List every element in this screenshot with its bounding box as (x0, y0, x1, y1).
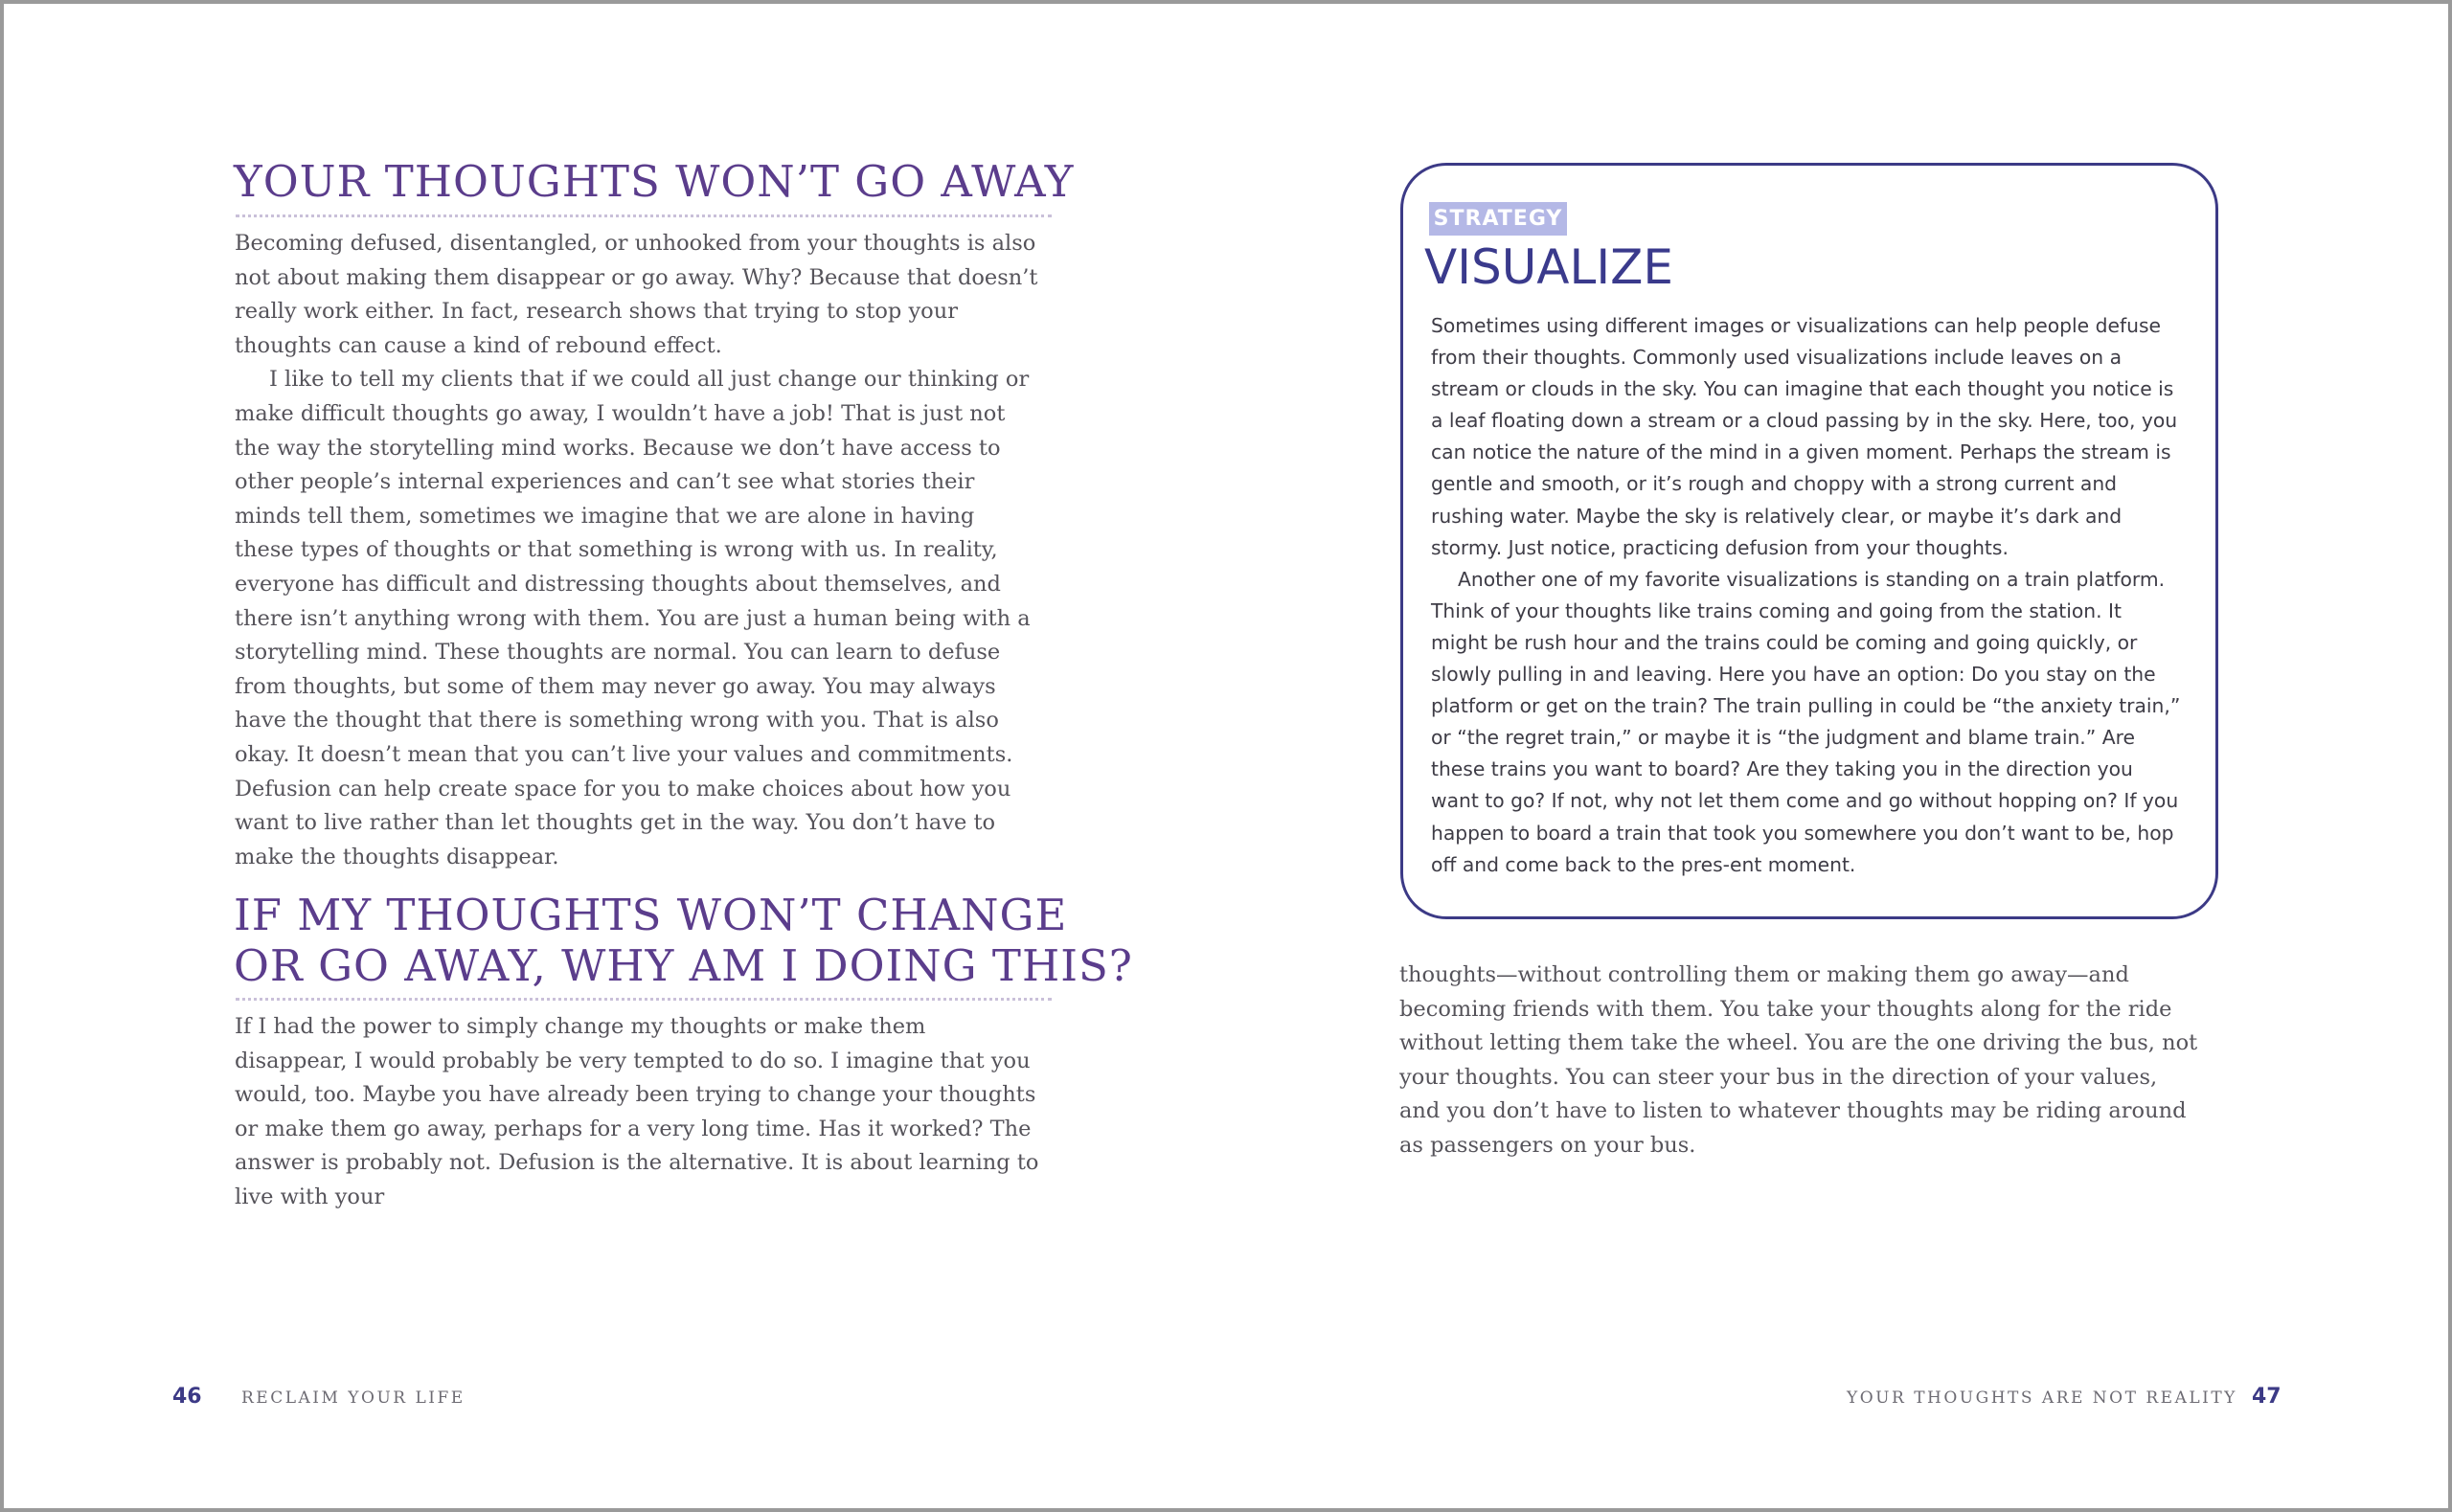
paragraph: Sometimes using different images or visualizations can help people defuse from their thoughts. Commonly used visualizations include leaves on a stream or clouds in the sky. You can imagine that each thought you notice is a leaf floating down a stream or a cloud passing by in the sky. Here, too, you can notice the nature of the mind in a given moment. Perhaps the stream is gentle and smooth, or it’s rough and choppy with a strong current and rushing water. Maybe the sky is relatively clear, or maybe it’s dark and stormy. Just notice, practicing defusion from your thoughts. (1431, 314, 2178, 559)
section1-body (235, 227, 1039, 874)
paragraph: thoughts—without controlling them or making them go away—and becoming friends with them. You take your thoughts along for the ride without letting them take the wheel. You are the one driving the bus, not your thoughts. You can steer your bus in the direction of your values, and you don’t have to listen to whatever thoughts may be riding around as passengers on your bus. (1399, 962, 2198, 1158)
strategy-body (1431, 310, 2182, 881)
paragraph: Becoming defused, disentangled, or unhooked from your thoughts is also not about making them disappear or go away. Why? Because that doesn’t really work either. In fact, research shows that trying to stop your thoughts can cause a kind of rebound effect. (235, 231, 1038, 358)
heading-divider (236, 214, 1052, 217)
strategy-badge: STRATEGY (1429, 202, 1567, 236)
running-head-left: RECLAIM YOUR LIFE (241, 1388, 465, 1408)
page-number-left: 46 (172, 1385, 202, 1409)
section-heading-line-1: IF MY THOUGHTS WON’T CHANGE (234, 890, 1068, 940)
continuation-body (1399, 959, 2204, 1163)
section-heading-line-2: OR GO AWAY, WHY AM I DOING THIS? (234, 940, 1133, 991)
page-number-right: 47 (2252, 1385, 2282, 1409)
paragraph: If I had the power to simply change my thoughts or make them disappear, I would probably be very tempted to do so. I imagine that you would, too. Maybe you have already been trying to change your thoughts or make them go away, perhaps for a very long time. Has it worked? The answer is probably not. Defusion is the alternative. It is about learning to live with your (235, 1014, 1039, 1209)
section2-body (235, 1010, 1039, 1215)
paragraph: I like to tell my clients that if we could all just change our thinking or make difficult thoughts go away, I wouldn’t have a job! That is just not the way the storytelling mind works. Because we don’t have access to other people’s internal experiences and can’t see what stories their minds tell them, sometimes we imagine that we are alone in having these types of thoughts or that something is wrong with us. In reality, everyone has difficult and distressing thoughts about themselves, and there isn’t anything wrong with them. You are just a human being with a storytelling mind. These thoughts are normal. You can learn to defuse from thoughts, but some of them may never go away. You may always have the thought that there is something wrong with you. That is also okay. It doesn’t mean that you can’t live your values and commitments. Defusion can help create space for you to make choices about how you want to live rather than let thoughts get in the way. You don’t have to make the thoughts disappear. (235, 367, 1031, 869)
section-heading-thoughts-wont-go-away: YOUR THOUGHTS WON’T GO AWAY (234, 156, 1075, 207)
paragraph: Another one of my favorite visualizations is standing on a train platform. Think of your thoughts like trains coming and going from the station. It might be rush hour and the trains could be coming and going quickly, or slowly pulling in and leaving. Here you have an option: Do you stay on the platform or get on the train? The train pulling in could be “the anxiety train,” or “the regret train,” or maybe it is “the judgment and blame train.” Are these trains you want to board? Are they taking you in the direction you want to go? If not, why not let them come and go without hopping on? If you happen to board a train that took you somewhere you don’t want to be, hop off and come back to the pres-ent moment. (1431, 567, 2181, 876)
strategy-title: VISUALIZE (1424, 239, 1673, 295)
running-head-right: YOUR THOUGHTS ARE NOT REALITY (1847, 1388, 2237, 1408)
heading-divider (236, 998, 1052, 1001)
